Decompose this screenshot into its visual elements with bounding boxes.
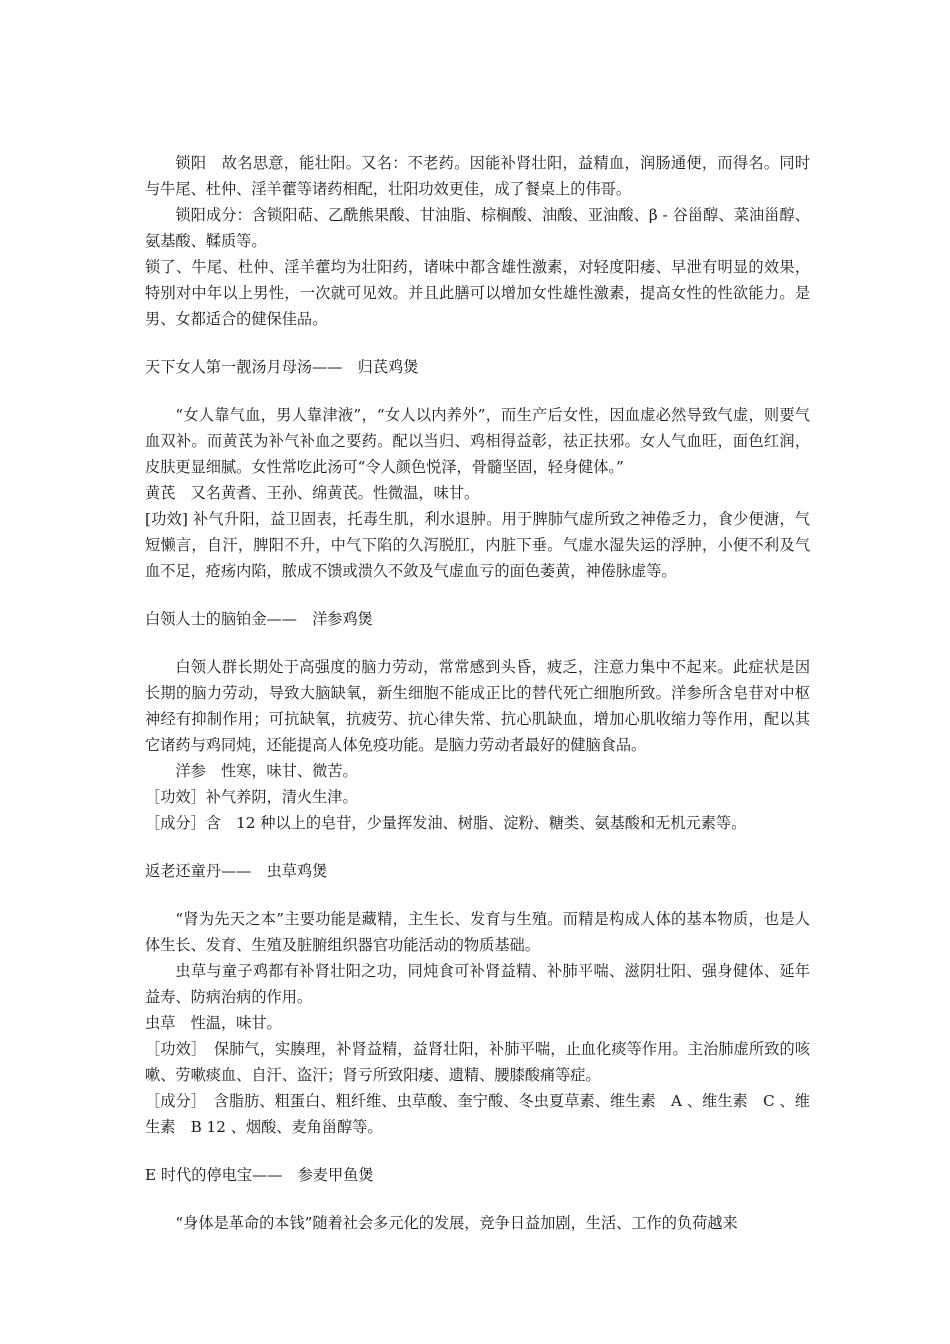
paragraph-yangshen-intro: 白领人群长期处于高强度的脑力劳动，常常感到头昏，疲乏，注意力集中不起来。此症状是因长期的脑力劳动，导致大脑缺氧，新生细胞不能成正比的替代死亡细胞所致。洋参所含皂苷对中枢神经有抑制作用；可抗缺氧，抗疲劳、抗心律失常、抗心肌缺血，增加心肌收缩力等作用，配以其它诸药与鸡同炖，还能提高人体免疫功能。是脑力劳动者最好的健脑食品。 — [145, 658, 810, 754]
paragraph-shenmai-intro: “身体是革命的本钱”随着社会多元化的发展，竞争日益加剧，生活、工作的负荷越来 — [175, 1214, 738, 1232]
paragraph-chongcao-intro: 虫草与童子鸡都有补肾壮阳之功，同炖食可补肾益精、补肺平喘、滋阴壮阳、强身健体、延年益寿、防病治病的作用。 — [145, 962, 810, 1006]
paragraph-guiqi-intro: “女人靠气血，男人靠津液”，“女人以内养外”，而生产后女性，因血虚必然导致气虚，则要气血双补。而黄芪为补气补血之要药。配以当归、鸡相得益彰，祛正扶邪。女人气血旺，面色红润，皮肤更显细腻。女性常吃此汤可“令人颜色悦泽，骨髓坚固，轻身健体。” — [145, 406, 810, 476]
section-heading-shenmai: E 时代的停电宝—— 参麦甲鱼煲 — [145, 1166, 374, 1184]
document-body — [145, 150, 810, 1236]
paragraph-yangshen-properties: 洋参 性寒，味甘、微苦。 — [175, 762, 358, 780]
section-heading-yangshen: 白领人士的脑铂金—— 洋参鸡煲 — [145, 610, 373, 628]
paragraph-yangshen-function: ［功效］补气养阴，清火生津。 — [145, 788, 358, 806]
section-heading-guiqi: 天下女人第一靓汤月母汤—— 归芪鸡煲 — [145, 358, 419, 376]
paragraph-chongcao-function: ［功效］ 保肺气，实腠理，补肾益精，益肾壮阳，补肺平喘，止血化痰等作用。主治肺虚所致的咳嗽、劳嗽痰血、自汗、盗汗；肾亏所致阳痿、遗精、腰膝酸痛等症。 — [145, 1040, 810, 1084]
paragraph-chongcao-properties: 虫草 性温，味甘。 — [145, 1014, 282, 1032]
paragraph-yangshen-ingredients: ［成分］含 12 种以上的皂苷，少量挥发油、树脂、淀粉、糖类、氨基酸和无机元素等。 — [145, 814, 747, 832]
paragraph-suoyang-ingredients: 锁阳成分：含锁阳萜、乙酰熊果酸、甘油脂、棕榈酸、油酸、亚油酸、β - 谷甾醇、菜油甾醇、氨基酸、鞣质等。 — [145, 206, 810, 250]
paragraph-suoyang-effects: 锁了、牛尾、杜仲、淫羊藿均为壮阳药，诸味中都含雄性激素，对轻度阳痿、早泄有明显的效果，特别对中年以上男性，一次就可见效。并且此膳可以增加女性雄性激素，提高女性的性欲能力。是男、女都适合的健保佳品。 — [145, 258, 810, 328]
paragraph-chongcao-ingredients: ［成分］ 含脂肪、粗蛋白、粗纤维、虫草酸、奎宁酸、冬虫夏草素、维生素 A 、维生素 C 、维生素 B 12 、烟酸、麦角甾醇等。 — [145, 1092, 810, 1136]
paragraph-suoyang-intro: 锁阳 故名思意，能壮阳。又名：不老药。因能补肾壮阳，益精血，润肠通便，而得名。同时与牛尾、杜仲、淫羊藿等诸药相配，壮阳功效更佳，成了餐桌上的伟哥。 — [145, 154, 810, 198]
section-heading-chongcao: 返老还童丹—— 虫草鸡煲 — [145, 862, 328, 880]
paragraph-kidney-intro: “肾为先天之本”主要功能是藏精，主生长、发育与生殖。而精是构成人体的基本物质，也是人体生长、发育、生殖及脏腑组织器官功能活动的物质基础。 — [145, 910, 810, 954]
paragraph-huangqi-properties: 黄芪 又名黄耆、王孙、绵黄芪。性微温，味甘。 — [145, 484, 480, 502]
paragraph-huangqi-function: [功效] 补气升阳，益卫固表，托毒生肌，利水退肿。用于脾肺气虚所致之神倦乏力，食少便溏，气短懒言，自汗，脾阳不升，中气下陷的久泻脱肛，内脏下垂。气虚水湿失运的浮肿，小便不利及气血不足，疮疡内陷，脓成不馈或溃久不敛及气虚血亏的面色萎黄，神倦脉虚等。 — [145, 510, 810, 580]
